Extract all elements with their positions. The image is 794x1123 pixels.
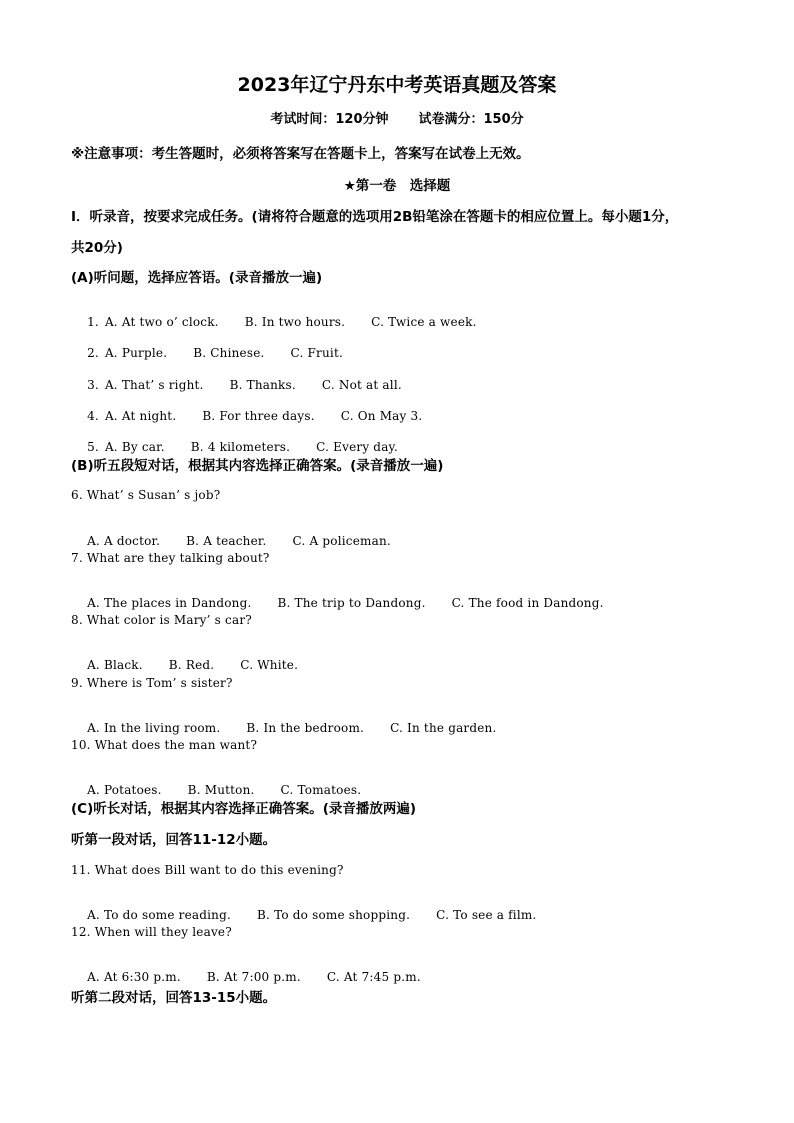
option-c: C. Tomatoes. bbox=[280, 783, 362, 797]
option-a: A. In the living room. bbox=[87, 721, 221, 735]
partA-heading: (A)听问题，选择应答语。(录音播放一遍) bbox=[71, 270, 323, 286]
option-c: C. Fruit. bbox=[290, 346, 343, 360]
question-number: 5. bbox=[87, 440, 99, 454]
option-a: A. Black. bbox=[87, 658, 143, 672]
exam-time: 考试时间：120分钟 bbox=[270, 112, 389, 127]
exam-score: 试卷满分：150分 bbox=[418, 112, 524, 127]
option-c: C. A policeman. bbox=[292, 534, 391, 548]
option-a: A. Potatoes. bbox=[87, 783, 162, 797]
question-number: 4. bbox=[87, 409, 99, 423]
part1-instruction-line2: 共20分) bbox=[71, 240, 123, 256]
dialog1-heading: 听第一段对话，回答11-12小题。 bbox=[71, 832, 277, 848]
option-b: B. To do some shopping. bbox=[257, 908, 411, 922]
option-b: B. Mutton. bbox=[187, 783, 255, 797]
section-title: ★第一卷 选择题 bbox=[343, 178, 451, 194]
partB-heading: (B)听五段短对话，根据其内容选择正确答案。(录音播放一遍) bbox=[71, 458, 444, 474]
option-c: C. To see a film. bbox=[436, 908, 537, 922]
question-number: 2. bbox=[87, 346, 99, 360]
option-c: C. On May 3. bbox=[340, 409, 423, 423]
question-number: 3. bbox=[87, 378, 99, 392]
option-a: A. The places in Dandong. bbox=[87, 596, 252, 610]
option-c: C. Twice a week. bbox=[371, 315, 477, 329]
question-6-stem: 6. What’ s Susan’ s job? bbox=[71, 488, 221, 502]
option-b: B. At 7:00 p.m. bbox=[206, 970, 301, 984]
option-c: C. Not at all. bbox=[321, 378, 402, 392]
option-c: C. The food in Dandong. bbox=[451, 596, 604, 610]
dialog2-heading: 听第二段对话，回答13-15小题。 bbox=[71, 990, 277, 1006]
document-title: 2023年辽宁丹东中考英语真题及答案 bbox=[237, 74, 557, 96]
partC-heading: (C)听长对话，根据其内容选择正确答案。(录音播放两遍) bbox=[71, 801, 417, 817]
question-11-stem: 11. What does Bill want to do this evening? bbox=[71, 863, 344, 877]
option-c: C. In the garden. bbox=[390, 721, 497, 735]
option-b: B. A teacher. bbox=[186, 534, 267, 548]
notice: ※注意事项：考生答题时，必须将答案写在答题卡上，答案写在试卷上无效。 bbox=[71, 146, 530, 162]
question-number: 1. bbox=[87, 315, 99, 329]
option-a: A. Purple. bbox=[104, 346, 168, 360]
option-b: B. Thanks. bbox=[229, 378, 296, 392]
option-b: B. The trip to Dandong. bbox=[277, 596, 426, 610]
option-c: C. White. bbox=[240, 658, 299, 672]
exam-info bbox=[0, 108, 794, 127]
option-c: C. At 7:45 p.m. bbox=[326, 970, 421, 984]
option-b: B. 4 kilometers. bbox=[190, 440, 291, 454]
question-10-stem: 10. What does the man want? bbox=[71, 738, 258, 752]
question-7-stem: 7. What are they talking about? bbox=[71, 551, 270, 565]
question-12-stem: 12. When will they leave? bbox=[71, 925, 232, 939]
option-b: B. In two hours. bbox=[244, 315, 346, 329]
option-c: C. Every day. bbox=[316, 440, 398, 454]
question-9-stem: 9. Where is Tom’ s sister? bbox=[71, 676, 233, 690]
option-a: A. By car. bbox=[104, 440, 165, 454]
option-a: A. A doctor. bbox=[87, 534, 161, 548]
option-b: B. Chinese. bbox=[193, 346, 265, 360]
option-a: A. To do some reading. bbox=[87, 908, 232, 922]
part1-instruction-line1: Ⅰ．听录音，按要求完成任务。(请将符合题意的选项用2B铅笔涂在答题卡的相应位置上。每小题1分， bbox=[71, 209, 679, 225]
option-a: A. At 6:30 p.m. bbox=[87, 970, 181, 984]
option-b: B. In the bedroom. bbox=[246, 721, 365, 735]
option-b: B. For three days. bbox=[202, 409, 315, 423]
question-8-stem: 8. What color is Mary’ s car? bbox=[71, 613, 252, 627]
option-a: A. At two o’ clock. bbox=[104, 315, 219, 329]
option-b: B. Red. bbox=[168, 658, 215, 672]
option-a: A. That’ s right. bbox=[104, 378, 204, 392]
option-a: A. At night. bbox=[104, 409, 177, 423]
